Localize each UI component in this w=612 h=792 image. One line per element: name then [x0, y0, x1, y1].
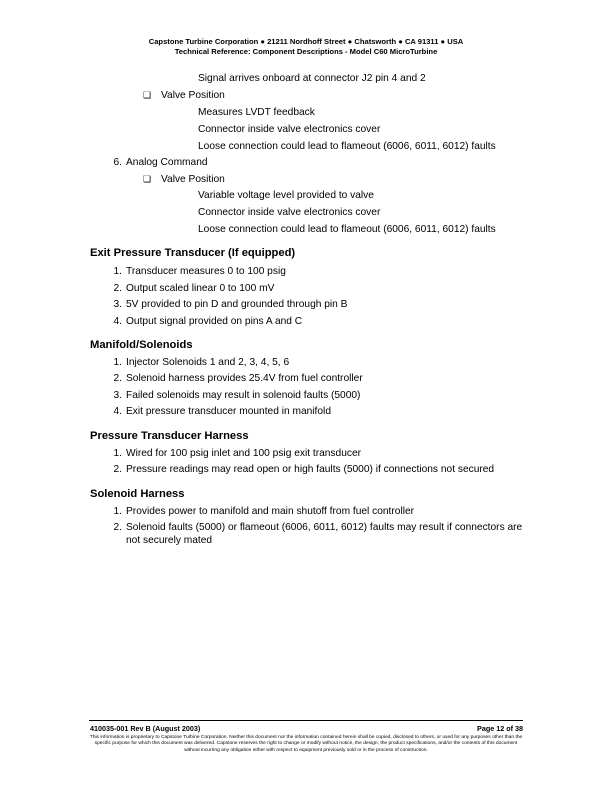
item-text: Exit pressure transducer mounted in manifold: [126, 406, 331, 417]
header-company-line: Capstone Turbine Corporation ● 21211 Nordhoff Street ● Chatsworth ● CA 91311 ● USA: [148, 37, 464, 46]
list-text: Loose connection could lead to flameout (6006, 6011, 6012) faults: [198, 224, 496, 235]
list-text: Loose connection could lead to flameout (6006, 6011, 6012) faults: [198, 141, 496, 152]
sub-item-label: Valve Position: [161, 90, 225, 101]
item-text: Output scaled linear 0 to 100 mV: [126, 283, 275, 294]
item-number: 3.: [113, 390, 122, 401]
item-number: 4.: [113, 406, 122, 417]
item-number: 2.: [113, 283, 122, 294]
item-text: Provides power to manifold and main shutoff from fuel controller: [126, 506, 415, 517]
item-text: Solenoid harness provides 25.4V from fuel controller: [126, 373, 363, 384]
item-number: 1.: [113, 506, 122, 517]
item-number: 2.: [113, 464, 122, 475]
section-heading: Pressure Transducer Harness: [90, 430, 249, 442]
page-header: [0, 37, 612, 57]
item-number: 1.: [113, 357, 122, 368]
header-title-line: Technical Reference: Component Descriptions - Model C60 MicroTurbine: [174, 47, 438, 56]
checkbox-bullet-icon: ❑: [143, 90, 152, 100]
item-text: Analog Command: [126, 157, 208, 168]
checkbox-bullet-icon: ❑: [143, 174, 152, 184]
item-text: 5V provided to pin D and grounded through pin B: [126, 299, 348, 310]
item-number: 4.: [113, 316, 122, 327]
item-text: Pressure readings may read open or high faults (5000) if connections not secured: [126, 464, 495, 475]
footer-doc-id: 410035-001 Rev B (August 2003): [90, 724, 201, 733]
item-text: Injector Solenoids 1 and 2, 3, 4, 5, 6: [126, 357, 290, 368]
item-text: Transducer measures 0 to 100 psig: [126, 266, 286, 277]
item-number: 1.: [113, 266, 122, 277]
footer-proprietary-notice: This information is proprietary to Capstone Turbine Corporation. Neither this document nor the information contained herein shall be copied, disclosed to others, or used for any purposes other than the specific purpose for which this document was delivered. Capstone reserves the right to change or modify without notice, the design, the product specifications, and/or the contents of this document without incurring any obligation either with respect to equipment previously sold or in the process of construction.: [89, 735, 523, 753]
footer-divider: [89, 720, 523, 721]
section-heading: Manifold/Solenoids: [90, 339, 193, 351]
section-heading: Solenoid Harness: [90, 488, 185, 500]
item-text: Solenoid faults (5000) or flameout (6006, 6011, 6012) faults may result if connectors are not securely mated: [126, 522, 523, 546]
section-heading: Exit Pressure Transducer (If equipped): [90, 247, 296, 259]
item-text: Failed solenoids may result in solenoid faults (5000): [126, 390, 361, 401]
item-number: 3.: [113, 299, 122, 310]
item-text: Output signal provided on pins A and C: [126, 316, 303, 327]
list-text: Measures LVDT feedback: [198, 107, 315, 118]
item-number: 2.: [113, 522, 122, 533]
list-text: Connector inside valve electronics cover: [198, 207, 381, 218]
list-text: Signal arrives onboard at connector J2 pin 4 and 2: [198, 73, 426, 84]
item-number: 2.: [113, 373, 122, 384]
item-number: 6.: [113, 157, 122, 168]
sub-item-label: Valve Position: [161, 174, 225, 185]
item-number: 1.: [113, 448, 122, 459]
item-text: Wired for 100 psig inlet and 100 psig exit transducer: [126, 448, 362, 459]
list-text: Connector inside valve electronics cover: [198, 124, 381, 135]
footer-page-number: Page 12 of 38: [477, 724, 523, 733]
list-text: Variable voltage level provided to valve: [198, 190, 374, 201]
